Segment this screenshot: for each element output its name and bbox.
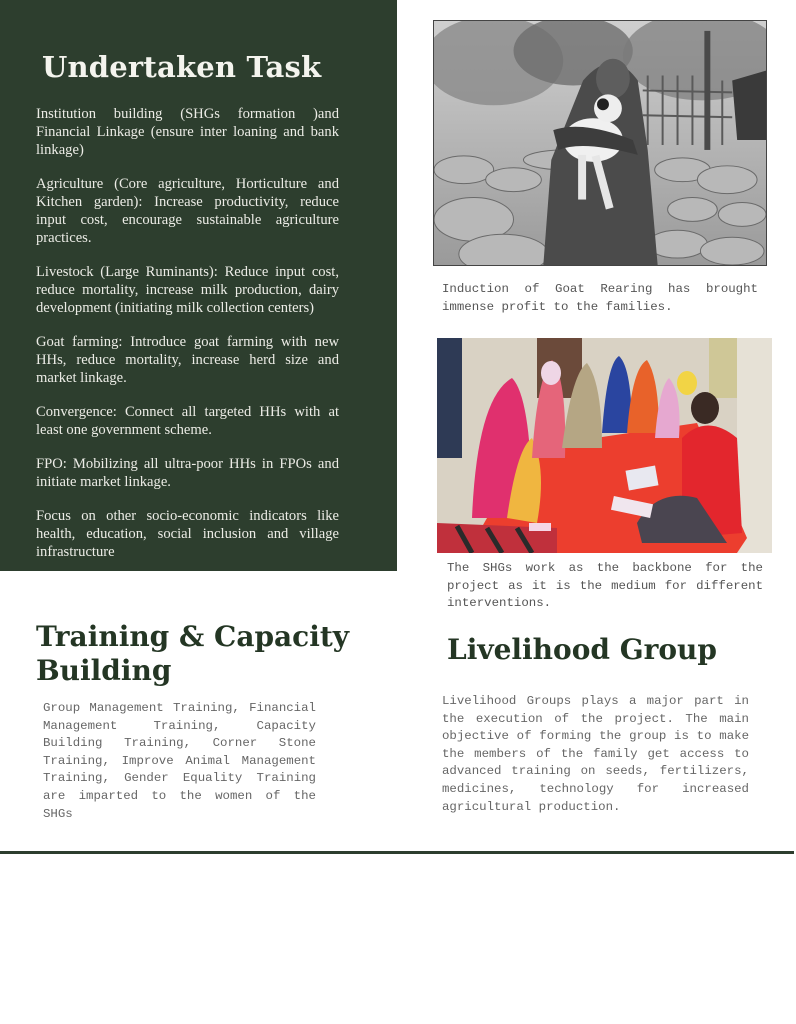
- task-item-socio-economic: Focus on other socio-economic indicators like health, education, social inclusion and village infrastructure: [36, 508, 339, 560]
- undertaken-task-title: Undertaken Task: [42, 50, 322, 84]
- shg-meeting-photo: [437, 338, 772, 553]
- shg-photo-caption: The SHGs work as the backbone for the project as it is the medium for different interventions.: [447, 561, 763, 611]
- task-item-agriculture: Agriculture (Core agriculture, Horticulture and Kitchen garden): Increase productivity, reduce input cost, encourage sustainable agriculture practices.: [36, 176, 339, 246]
- task-list: [36, 105, 339, 577]
- goat-photo-caption: Induction of Goat Rearing has brought immense profit to the families.: [442, 282, 758, 314]
- task-item-goat-farming: Goat farming: Introduce goat farming with new HHs, reduce mortality, increase herd size and market linkage.: [36, 334, 339, 386]
- task-item-livestock: Livestock (Large Ruminants): Reduce input cost, reduce mortality, increase milk production, dairy development (initiating milk collection centers): [36, 264, 339, 316]
- livelihood-body-text: Livelihood Groups plays a major part in the execution of the project. The main objective of forming the group is to make the members of the family get access to advanced training on seeds, fertilizers, medicines, technology for increased agricultural production.: [442, 694, 749, 814]
- task-item-institution-building: Institution building (SHGs formation )and Financial Linkage (ensure inter loaning and bank linkage): [36, 106, 339, 158]
- page-divider: [0, 851, 794, 854]
- training-section-title: Training & Capacity Building: [36, 620, 350, 687]
- goat-rearing-photo: [433, 20, 767, 266]
- task-item-convergence: Convergence: Connect all targeted HHs with at least one government scheme.: [36, 404, 339, 438]
- task-item-fpo: FPO: Mobilizing all ultra-poor HHs in FPOs and initiate market linkage.: [36, 456, 339, 490]
- training-body-text: Group Management Training, Financial Management Training, Capacity Building Training, Corner Stone Training, Improve Animal Management Training, Gender Equality Training are imparted to the women of the SHGs: [43, 701, 316, 821]
- undertaken-task-panel: [0, 0, 397, 571]
- livelihood-section-title: Livelihood Group: [447, 633, 717, 666]
